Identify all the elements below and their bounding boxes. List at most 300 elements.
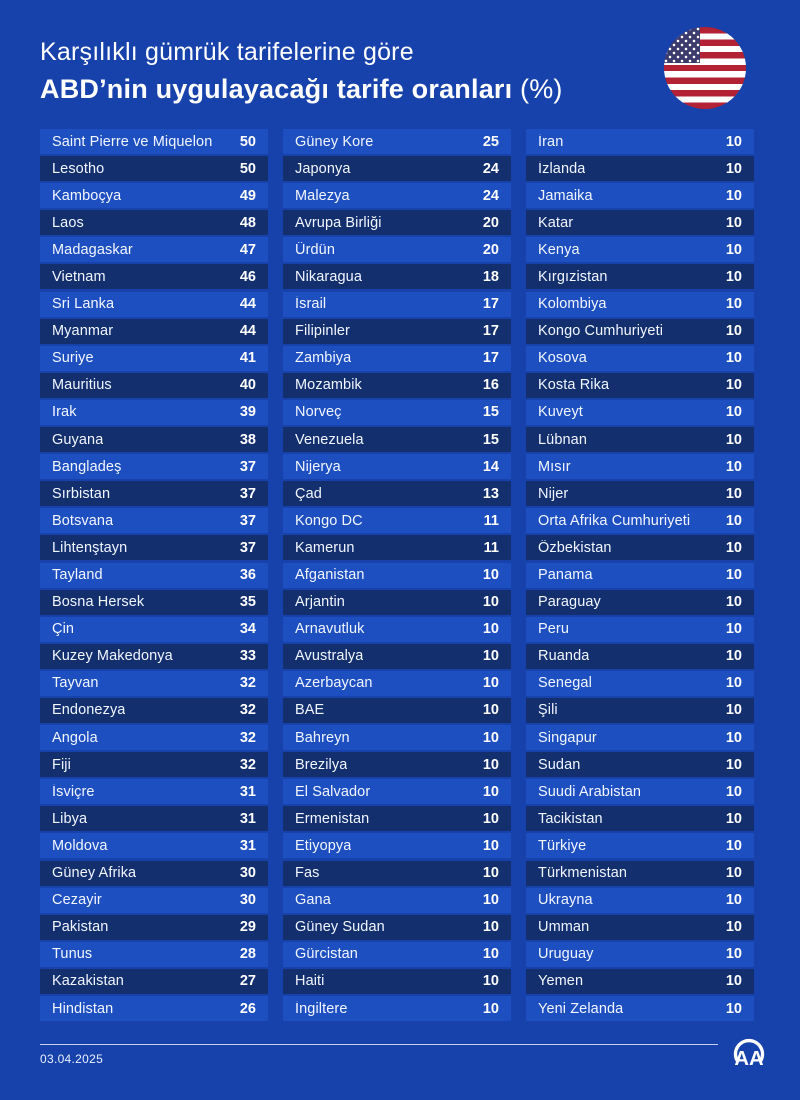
rate-value: 10 — [725, 567, 742, 583]
country-label: Gana — [295, 892, 331, 909]
tariff-row — [283, 833, 511, 858]
rate-value: 10 — [482, 919, 499, 936]
tariff-row — [526, 996, 754, 1021]
country-label: Fas — [295, 865, 320, 882]
tariff-row — [40, 210, 268, 235]
tariff-row — [40, 617, 268, 642]
country-label: Angola — [52, 729, 98, 746]
tariff-row — [526, 319, 754, 344]
tariff-column-3 — [526, 129, 754, 1023]
rate-value: 31 — [239, 837, 256, 854]
tariff-row — [283, 129, 511, 154]
tariff-row — [283, 698, 511, 723]
rate-value: 10 — [725, 865, 742, 882]
rate-value: 10 — [725, 431, 742, 448]
tariff-row — [526, 292, 754, 317]
country-label: Brezilya — [295, 756, 348, 773]
rate-value: 37 — [239, 512, 256, 529]
country-label: Mozambik — [295, 377, 362, 394]
country-label: İran — [538, 133, 564, 150]
rate-value: 10 — [725, 485, 742, 502]
rate-value: 44 — [239, 323, 256, 340]
country-label: Sırbistan — [52, 485, 111, 502]
rate-value: 20 — [482, 214, 499, 231]
rate-value: 10 — [725, 946, 742, 963]
country-label: Filipinler — [295, 323, 350, 340]
rate-value: 26 — [239, 1000, 256, 1017]
tariff-row — [283, 671, 511, 696]
tariff-row — [283, 346, 511, 371]
tariff-row — [40, 644, 268, 669]
tariff-row — [526, 671, 754, 696]
tariff-row — [526, 454, 754, 479]
date-label: 03.04.2025 — [40, 1052, 104, 1066]
rate-value: 10 — [482, 594, 499, 611]
rate-value: 10 — [725, 810, 742, 827]
tariff-row — [283, 454, 511, 479]
country-label: Yemen — [538, 973, 584, 990]
tariff-row — [526, 563, 754, 588]
rate-value: 10 — [482, 865, 499, 882]
country-label: Tayvan — [52, 675, 99, 692]
tariff-row — [40, 752, 268, 777]
country-label: Suriye — [52, 350, 94, 367]
country-label: Bahreyn — [295, 729, 350, 746]
country-label: Çin — [52, 621, 75, 638]
tariff-row — [283, 996, 511, 1021]
country-label: Afganistan — [295, 567, 365, 583]
rate-value: 10 — [725, 187, 742, 204]
country-label: Irak — [52, 404, 77, 421]
country-label: İsrail — [295, 296, 327, 313]
tariff-row — [526, 427, 754, 452]
country-label: İsviçre — [52, 783, 95, 800]
country-label: Endonezya — [52, 702, 126, 719]
country-label: Malezya — [295, 187, 350, 204]
tariff-row — [40, 129, 268, 154]
tariff-row — [40, 779, 268, 804]
country-label: Sri Lanka — [52, 296, 115, 313]
tariff-row — [526, 779, 754, 804]
country-label: Sudan — [538, 756, 581, 773]
country-label: Saint Pierre ve Miquelon — [52, 133, 213, 150]
rate-value: 37 — [239, 485, 256, 502]
rate-value: 33 — [239, 648, 256, 665]
rate-value: 10 — [725, 323, 742, 340]
tariff-row — [40, 346, 268, 371]
rate-value: 41 — [239, 350, 256, 367]
country-label: Kuveyt — [538, 404, 583, 421]
rate-value: 47 — [239, 241, 256, 258]
rate-value: 28 — [239, 946, 256, 963]
rate-value: 10 — [482, 621, 499, 638]
country-label: Lihtenştayn — [52, 539, 128, 556]
page-title-unit: (%) — [512, 73, 563, 104]
rate-value: 10 — [482, 837, 499, 854]
tariff-row — [526, 698, 754, 723]
rate-value: 10 — [482, 973, 499, 990]
tariff-row — [40, 400, 268, 425]
country-label: Güney Kore — [295, 133, 374, 150]
tariff-row — [526, 237, 754, 262]
country-label: Suudi Arabistan — [538, 783, 642, 800]
rate-value: 11 — [483, 512, 499, 529]
country-label: Avustralya — [295, 648, 364, 665]
country-label: Kazakistan — [52, 973, 124, 990]
tariff-row — [283, 292, 511, 317]
tariff-row — [40, 292, 268, 317]
country-label: Mauritius — [52, 377, 112, 394]
rate-value: 10 — [482, 946, 499, 963]
rate-value: 10 — [482, 783, 499, 800]
tariff-row — [526, 400, 754, 425]
tariff-row — [283, 210, 511, 235]
tariff-row — [283, 481, 511, 506]
rate-value: 16 — [482, 377, 499, 394]
rate-value: 44 — [239, 296, 256, 313]
country-label: Azerbaycan — [295, 675, 373, 692]
country-label: Kongo Cumhuriyeti — [538, 323, 664, 340]
tariff-row — [283, 319, 511, 344]
country-label: Tayland — [52, 567, 103, 583]
rate-value: 10 — [725, 377, 742, 394]
tariff-row — [40, 590, 268, 615]
rate-value: 30 — [239, 865, 256, 882]
rate-value: 34 — [239, 621, 256, 638]
country-label: Orta Afrika Cumhuriyeti — [538, 512, 691, 529]
rate-value: 35 — [239, 594, 256, 611]
tariff-row — [526, 481, 754, 506]
country-label: Bosna Hersek — [52, 594, 145, 611]
country-label: Norveç — [295, 404, 342, 421]
rate-value: 10 — [725, 892, 742, 909]
tariff-row — [40, 319, 268, 344]
country-label: Kongo DC — [295, 512, 363, 529]
rate-value: 10 — [725, 1000, 742, 1017]
rate-value: 17 — [482, 296, 499, 313]
country-label: Türkmenistan — [538, 865, 628, 882]
country-label: Haiti — [295, 973, 325, 990]
header — [40, 36, 760, 107]
country-label: Senegal — [538, 675, 592, 692]
country-label: Venezuela — [295, 431, 364, 448]
tariff-row — [283, 861, 511, 886]
tariff-row — [283, 617, 511, 642]
tariff-row — [283, 400, 511, 425]
tariff-row — [283, 508, 511, 533]
rate-value: 39 — [239, 404, 256, 421]
tariff-row — [40, 156, 268, 181]
tariff-row — [283, 563, 511, 588]
tariff-row — [283, 806, 511, 831]
rate-value: 10 — [725, 241, 742, 258]
rate-value: 10 — [725, 783, 742, 800]
rate-value: 31 — [239, 783, 256, 800]
rate-value: 10 — [725, 296, 742, 313]
country-label: Laos — [52, 214, 84, 231]
country-label: Arnavutluk — [295, 621, 365, 638]
country-label: Tunus — [52, 946, 93, 963]
tariff-row — [40, 508, 268, 533]
tariff-row — [283, 373, 511, 398]
tariff-row — [40, 725, 268, 750]
tariff-row — [283, 644, 511, 669]
country-label: Tacikistan — [538, 810, 603, 827]
rate-value: 32 — [239, 675, 256, 692]
country-label: Kamerun — [295, 539, 355, 556]
country-label: Libya — [52, 810, 88, 827]
rate-value: 37 — [239, 458, 256, 475]
rate-value: 29 — [239, 919, 256, 936]
rate-value: 18 — [482, 268, 499, 285]
country-label: Moldova — [52, 837, 108, 854]
rate-value: 24 — [482, 187, 499, 204]
rate-value: 11 — [483, 539, 499, 556]
country-label: Madagaskar — [52, 241, 133, 258]
country-label: Bangladeş — [52, 458, 122, 475]
rate-value: 38 — [239, 431, 256, 448]
country-label: Japonya — [295, 160, 351, 177]
country-label: Pakistan — [52, 919, 109, 936]
rate-value: 36 — [239, 567, 256, 583]
rate-value: 17 — [482, 323, 499, 340]
country-label: Çad — [295, 485, 322, 502]
rate-value: 10 — [482, 810, 499, 827]
rate-value: 31 — [239, 810, 256, 827]
tariff-row — [283, 590, 511, 615]
rate-value: 15 — [482, 431, 499, 448]
rate-value: 25 — [482, 133, 499, 150]
tariff-row — [40, 996, 268, 1021]
tariff-column-1 — [40, 129, 268, 1023]
country-label: Zambiya — [295, 350, 352, 367]
page-title-line1: Karşılıklı gümrük tarifelerine göre — [40, 38, 414, 66]
tariff-row — [283, 969, 511, 994]
country-label: Kuzey Makedonya — [52, 648, 173, 665]
rate-value: 27 — [239, 973, 256, 990]
rate-value: 10 — [725, 919, 742, 936]
tariff-row — [526, 969, 754, 994]
country-label: BAE — [295, 702, 325, 719]
tariff-row — [40, 481, 268, 506]
country-label: Jamaika — [538, 187, 593, 204]
rate-value: 10 — [725, 133, 742, 150]
rate-value: 10 — [725, 756, 742, 773]
country-label: Guyana — [52, 431, 104, 448]
rate-value: 10 — [725, 404, 742, 421]
tariff-row — [526, 725, 754, 750]
rate-value: 10 — [482, 567, 499, 583]
rate-value: 10 — [725, 648, 742, 665]
country-label: Peru — [538, 621, 570, 638]
tariff-row — [526, 373, 754, 398]
tariff-row — [526, 915, 754, 940]
rate-value: 14 — [482, 458, 499, 475]
tariff-row — [40, 535, 268, 560]
rate-value: 10 — [725, 512, 742, 529]
country-label: Ruanda — [538, 648, 590, 665]
rate-value: 10 — [725, 594, 742, 611]
us-flag-canton — [664, 27, 700, 63]
country-label: Panama — [538, 567, 593, 583]
rate-value: 10 — [482, 729, 499, 746]
rate-value: 10 — [482, 675, 499, 692]
tariff-row — [526, 346, 754, 371]
page-title-line2 — [40, 71, 760, 107]
rate-value: 49 — [239, 187, 256, 204]
tariff-row — [526, 264, 754, 289]
tariff-row — [283, 535, 511, 560]
tariff-row — [526, 861, 754, 886]
rate-value: 10 — [482, 702, 499, 719]
country-label: Kosova — [538, 350, 587, 367]
tariff-row — [40, 563, 268, 588]
rate-value: 10 — [725, 973, 742, 990]
tariff-row — [40, 373, 268, 398]
page-title-bold: ABD’nin uygulayacağı tarife oranları — [40, 73, 513, 104]
country-label: Singapur — [538, 729, 597, 746]
country-label: Myanmar — [52, 323, 114, 340]
rate-value: 10 — [725, 268, 742, 285]
rate-value: 32 — [239, 729, 256, 746]
tariff-row — [40, 427, 268, 452]
rate-value: 10 — [725, 729, 742, 746]
rate-value: 32 — [239, 756, 256, 773]
country-label: Gürcistan — [295, 946, 358, 963]
country-label: Katar — [538, 214, 574, 231]
tariff-row — [40, 806, 268, 831]
rate-value: 10 — [725, 675, 742, 692]
tariff-row — [40, 833, 268, 858]
country-label: Fiji — [52, 756, 71, 773]
rate-value: 30 — [239, 892, 256, 909]
rate-value: 46 — [239, 268, 256, 285]
country-label: Şili — [538, 702, 558, 719]
country-label: Uruguay — [538, 946, 594, 963]
rate-value: 10 — [725, 214, 742, 231]
tariff-row — [283, 264, 511, 289]
country-label: El Salvador — [295, 783, 371, 800]
tariff-row — [526, 590, 754, 615]
country-label: Yeni Zelanda — [538, 1000, 624, 1017]
tariff-row — [526, 535, 754, 560]
tariff-row — [283, 427, 511, 452]
rate-value: 32 — [239, 702, 256, 719]
tariff-row — [526, 644, 754, 669]
country-label: Güney Afrika — [52, 865, 137, 882]
country-label: Lesotho — [52, 160, 105, 177]
tariff-row — [526, 617, 754, 642]
tariff-row — [526, 210, 754, 235]
tariff-row — [526, 833, 754, 858]
rate-value: 10 — [725, 458, 742, 475]
country-label: Ürdün — [295, 241, 335, 258]
country-label: Botsvana — [52, 512, 114, 529]
tariff-row — [526, 752, 754, 777]
rate-value: 13 — [482, 485, 499, 502]
rate-value: 37 — [239, 539, 256, 556]
rate-value: 10 — [725, 160, 742, 177]
rate-value: 40 — [239, 377, 256, 394]
country-label: Kamboçya — [52, 187, 122, 204]
country-label: Hindistan — [52, 1000, 114, 1017]
tariff-row — [526, 156, 754, 181]
rate-value: 24 — [482, 160, 499, 177]
country-label: Lübnan — [538, 431, 587, 448]
tariff-row — [526, 183, 754, 208]
country-label: Kenya — [538, 241, 580, 258]
country-label: İngiltere — [295, 1000, 348, 1017]
rate-value: 20 — [482, 241, 499, 258]
country-label: Kolombiya — [538, 296, 607, 313]
country-label: İzlanda — [538, 160, 586, 177]
anadolu-agency-logo-icon — [731, 1033, 767, 1071]
rate-value: 10 — [725, 539, 742, 556]
tariff-column-2 — [283, 129, 511, 1023]
rate-value: 15 — [482, 404, 499, 421]
rate-value: 10 — [725, 702, 742, 719]
tariff-row — [40, 698, 268, 723]
tariff-row — [526, 129, 754, 154]
country-label: Nikaragua — [295, 268, 362, 285]
tariff-row — [283, 942, 511, 967]
country-label: Mısır — [538, 458, 571, 475]
tariff-row — [40, 969, 268, 994]
tariff-row — [40, 888, 268, 913]
country-label: Kosta Rika — [538, 377, 610, 394]
tariff-row — [526, 508, 754, 533]
tariff-row — [40, 861, 268, 886]
tariff-row — [283, 156, 511, 181]
tariff-row — [526, 806, 754, 831]
tariff-row — [40, 454, 268, 479]
rate-value: 50 — [239, 133, 256, 150]
country-label: Etiyopya — [295, 837, 352, 854]
rate-value: 10 — [725, 837, 742, 854]
country-label: Ermenistan — [295, 810, 370, 827]
tariff-row — [283, 915, 511, 940]
country-label: Özbekistan — [538, 539, 612, 556]
country-label: Avrupa Birliği — [295, 214, 382, 231]
tariff-table — [40, 129, 760, 1023]
tariff-row — [40, 942, 268, 967]
tariff-row — [283, 183, 511, 208]
country-label: Paraguay — [538, 594, 601, 611]
rate-value: 50 — [239, 160, 256, 177]
rate-value: 10 — [482, 1000, 499, 1017]
rate-value: 10 — [482, 892, 499, 909]
footer-divider — [40, 1044, 718, 1045]
country-label: Nijerya — [295, 458, 341, 475]
rate-value: 48 — [239, 214, 256, 231]
country-label: Cezayir — [52, 892, 102, 909]
tariff-row — [283, 888, 511, 913]
rate-value: 17 — [482, 350, 499, 367]
rate-value: 10 — [725, 621, 742, 638]
country-label: Güney Sudan — [295, 919, 385, 936]
rate-value: 10 — [482, 648, 499, 665]
country-label: Türkiye — [538, 837, 587, 854]
tariff-row — [40, 264, 268, 289]
country-label: Kırgızistan — [538, 268, 608, 285]
country-label: Nijer — [538, 485, 569, 502]
tariff-row — [283, 725, 511, 750]
country-label: Vietnam — [52, 268, 106, 285]
tariff-row — [283, 779, 511, 804]
tariff-row — [283, 237, 511, 262]
us-flag-icon — [664, 27, 746, 109]
country-label: Ukrayna — [538, 892, 593, 909]
